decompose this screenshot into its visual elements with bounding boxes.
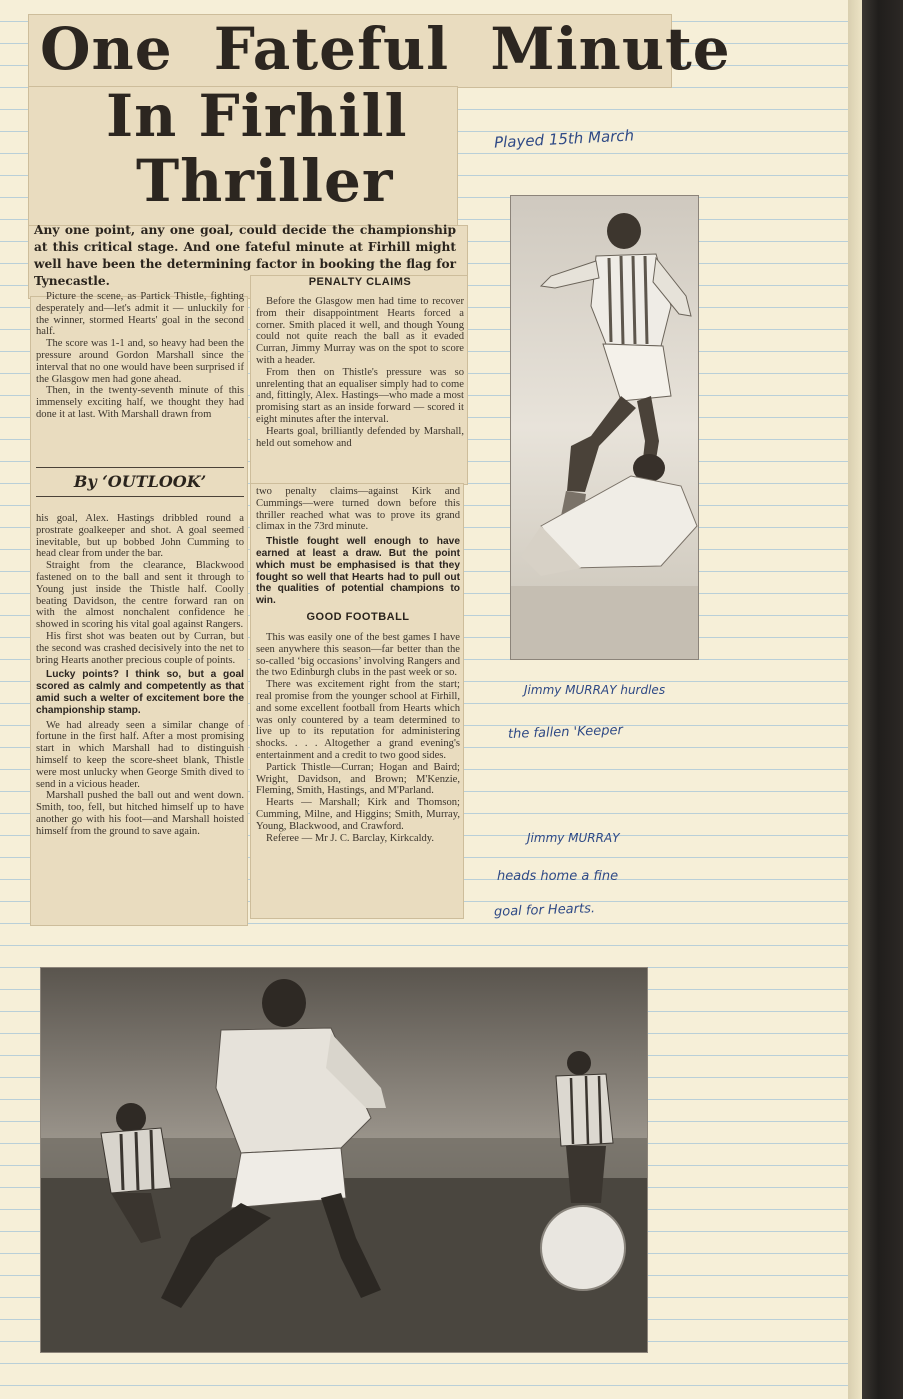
paragraph: Partick Thistle—Curran; Hogan and Baird; Wright, Davidson, and Brown; M'Kenzie, Fleming, Smith, Hastings, and M'Parland.: [256, 761, 460, 797]
headline-line-2: In Firhill: [106, 82, 408, 150]
handwritten-caption-2-line-3: goal for Hearts.: [493, 901, 596, 920]
paragraph: We had already seen a similar change of fortune in the first half. After a most promising start in which Marshall had to distinguish himself to keep the score-sheet blank, Thistle were most unlucky when George Smith dived to send in a vicious header.: [36, 719, 244, 790]
headline-line-1: One Fateful Minute: [40, 15, 731, 83]
intro-paragraph: Any one point, any one goal, could decide the championship at this critical stage. And one fateful minute at Firhill might well have been the determining factor in booking the flag for Tynecastle.: [34, 223, 456, 288]
section-title-penalty-claims: PENALTY CLAIMS: [308, 276, 412, 288]
column-3-lower: [256, 632, 460, 844]
photo-murray-heads-goal: [40, 967, 648, 1353]
paragraph: Referee — Mr J. C. Barclay, Kirkcaldy.: [266, 832, 435, 844]
column-1-lower: [36, 513, 244, 838]
byline: By ‘OUTLOOK’: [36, 467, 244, 497]
paragraph: His first shot was beaten out by Curran, but the second was crashed decisively into the net to bring Hearts another precious couple of points.: [36, 630, 244, 666]
column-2: [256, 296, 464, 449]
column-3-upper: [256, 486, 460, 610]
handwritten-caption-2-line-1: Jimmy MURRAY: [527, 831, 620, 845]
photo-illustration: [41, 968, 647, 1352]
paragraph: This was easily one of the best games I have seen anywhere this season—far better than the so-called ‘big occasions’ involving Rangers and the two Edinburgh clubs in the past week or so.: [256, 632, 460, 679]
photo-murray-hurdles-keeper: [510, 195, 699, 660]
paragraph: two penalty claims—against Kirk and Cummings—were turned down before this thriller reached what was to prove its grand climax in the 73rd minute.: [256, 486, 460, 533]
handwritten-caption-2-line-2: heads home a fine: [497, 869, 619, 884]
paragraph: The score was 1-1 and, so heavy had been the pressure around Gordon Marshall since the interval that no one would have been surprised if the Glasgow men had gone ahead.: [36, 338, 244, 385]
paragraph: Then, in the twenty-seventh minute of this immensely exciting half, we thought they had done it at last. With Marshall drawn from: [36, 385, 244, 420]
column-1-upper: [36, 291, 244, 421]
paragraph: From then on Thistle's pressure was so unrelenting that an equaliser simply had to come and, fittingly, Alex. Hastings—who made a most promising start as an inside forward — scored it eight minutes after the interval.: [256, 366, 464, 425]
paragraph: There was excitement right from the start; real promise from the younger school at Firhill, and some excellent football from Hearts which was only countered by a team determined to live up to its reputation for administering shocks. . . . Altogether a grand evening's entertainment and a credit to two good sides.: [256, 679, 460, 761]
paragraph: Marshall pushed the ball out and went down. Smith, too, fell, but hitched himself up to have another go with his foot—and Marshall hoisted himself from the ground to save again.: [36, 790, 244, 837]
handwritten-date: Played 15th March: [493, 126, 635, 152]
album-binder: [862, 0, 903, 1399]
handwritten-caption-1-line-1: Jimmy MURRAY hurdles: [524, 683, 666, 697]
paragraph: his goal, Alex. Hastings dribbled round a prostrate goalkeeper and shot. A goal seemed inevitable, but up bobbed John Cumming to head clear from under the bar.: [36, 513, 244, 560]
paragraph: Hearts goal, brilliantly defended by Marshall, held out somehow and: [256, 425, 464, 449]
paragraph: Straight from the clearance, Blackwood fastened on to the ball and sent it through to Young just inside the Thistle half. Coolly beating Davidson, the centre forward ran on with the almost nonchalent confidence he showed in scoring his vital goal against Rangers.: [36, 560, 244, 631]
headline-line-3: Thriller: [136, 147, 394, 215]
handwritten-caption-1-line-2: the fallen 'Keeper: [507, 723, 624, 742]
photo-illustration: [511, 196, 698, 659]
section-title-good-football: GOOD FOOTBALL: [306, 611, 410, 623]
paragraph: Before the Glasgow men had time to recover from their disappointment Hearts forced a corner. Smith placed it well, and though Young could not quite reach the ball as it evaded Curran, Jimmy Murray was on the spot to score with a header.: [256, 296, 464, 366]
paragraph: Picture the scene, as Partick Thistle, fighting desperately and—let's admit it — unluckily for the winner, stormed Hearts' goal in the second half.: [36, 291, 244, 338]
paragraph: Hearts — Marshall; Kirk and Thomson; Cumming, Milne, and Higgins; Smith, Murray, Young, Blackwood, and Crawford.: [256, 797, 460, 832]
bold-paragraph: Lucky points? I think so, but a goal scored as calmly and competently as that amid such a welter of excitement bore the championship stamp.: [36, 669, 244, 716]
bold-paragraph: Thistle fought well enough to have earned at least a draw. But the point which must be emphasised is that they fought so well that Hearts had to pull out the qualities of potential champions to win.: [256, 536, 460, 607]
